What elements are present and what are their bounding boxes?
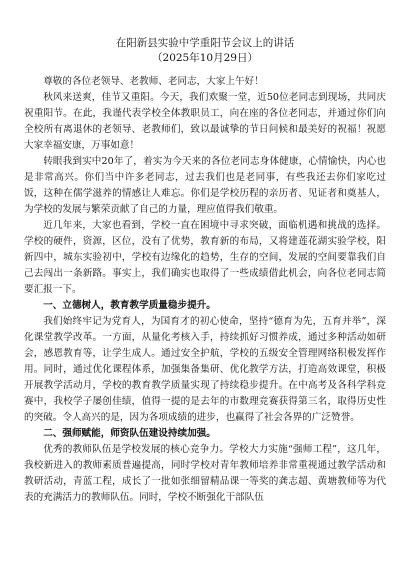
paragraph-1: 秋风来送爽，佳节又重阳。今天，我们欢聚一堂，近50位老同志到现场，共同庆祝重阳节。在此，我谨代表学校全体教职员工，向在座的各位老同志，并通过你们向全校所有离退休的老领导、老教师们，致以最诚挚的节日问候和最美好的祝福！祝愿大家幸福安康，万事如意！: [24, 92, 386, 151]
section-2-heading: 二、强师赋能，师资队伍建设持续加强。: [43, 428, 216, 439]
section-1-heading: 一、立德树人，教育教学质量稳步提升。: [43, 300, 216, 311]
document-date: （2025年10月29日）: [152, 52, 258, 64]
document-title: 在阳新县实验中学重阳节会议上的讲话: [115, 37, 295, 49]
paragraph-2: 转眼我到实中20年了，着实为今天来的各位老同志身体健康，心情愉快，内心也是非常高兴。你们当中许多老同志，过去我们也是老同事，有些我还去你们家吃过饭，这种在儒学滋养的情感让人难忘。你们是学校历程的亲历者、见证者和奠基人，为学校的发展与繁荣贡献了自己的力量，理应值得我们敬重。: [24, 156, 386, 215]
section-1-paragraph: 我们始终牢记为党育人，为国育才的初心使命，坚持“德育为先，五育并举”，深化课堂教学改革。一方面，从量化考核入手，持续抓好习惯养成，通过多种活动如研会，感恩教育等，让学生成人。通过安全护航，学校的五级安全管理网络积极发挥作用。同时，通过优化课程体系，加强集备集研、优化教学方法，打造高效课堂，积极开展教学活动月，学校的教育教学质量实现了持续稳步提升。在中高考及各科学科竞赛中，我校学子屡创佳绩，值得一提的是去年的市数理竞赛获得第三名，取得历史性的突破。令人高兴的是，因为各项成绩的进步，也赢得了社会各界的广泛赞誉。: [24, 316, 386, 423]
document-body: [24, 74, 386, 506]
section-2-paragraph: 优秀的教师队伍是学校发展的核心竞争力。学校大力实施“强师工程”，这几年，我校新进入的教师素质普遍提高，同时学校对青年教师培养非常重视通过教学活动和教研活动，青蓝工程，成长了一批如张细留精品课一等奖的龚志超、黄塘教师等为代表的充满活力的教师队伍。同时，学校不断强化干部队伍: [24, 444, 386, 503]
greeting: 尊敬的各位老领导、老教师、老同志，大家上午好！: [43, 76, 264, 87]
paragraph-3: 近几年来，大家也看到，学校一直在困境中寻求突破，面临机遇和挑战的选择。学校的硬件，资源，区位，没有了优势，教育新的布局，又将建莲花湖实验学校，阳新四中，城东实验初中，学校有边缘化的趋势，生存的空间，发展的空间要靠我们自己去闯出一条新路。事实上，我们确实也取得了一些成绩借此机会，向各位老同志简要汇报一下。: [24, 220, 386, 295]
